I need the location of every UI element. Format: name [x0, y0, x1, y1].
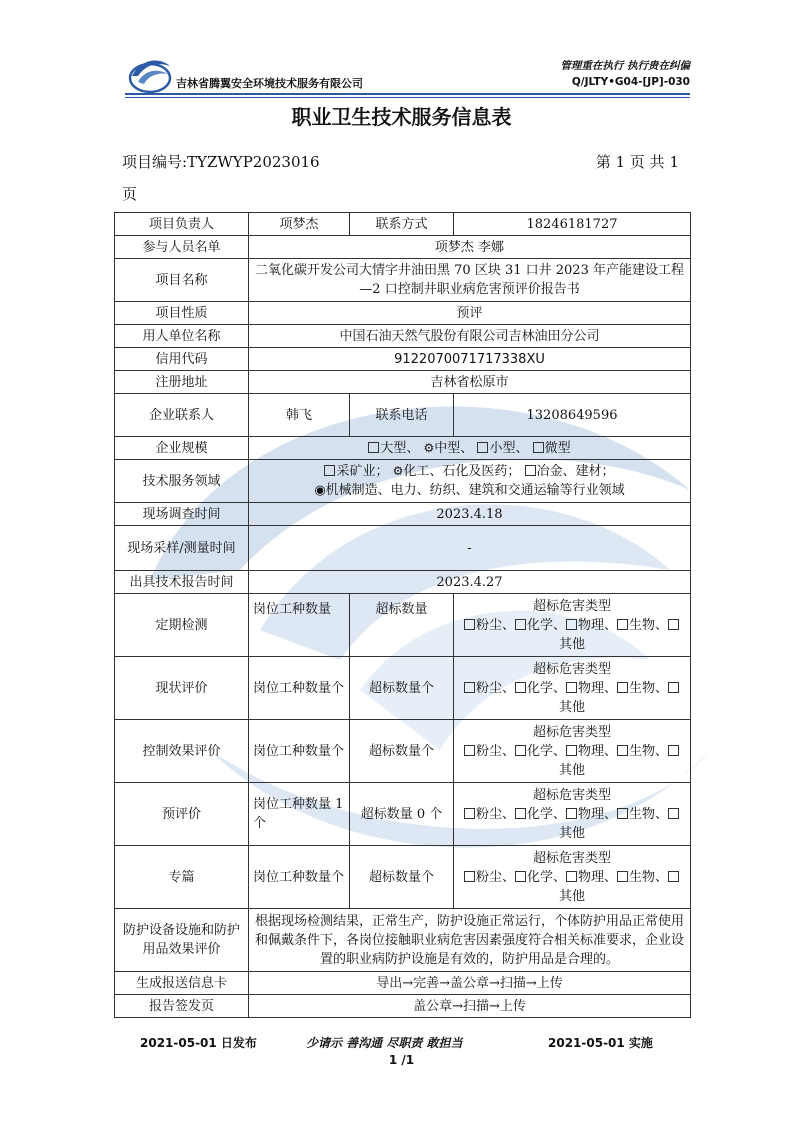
checkbox — [617, 619, 628, 630]
radio-selected-icon: ◉ — [314, 483, 326, 498]
members-label: 参与人员名单 — [115, 236, 249, 259]
hazard-chemical: 化学、 — [526, 743, 566, 759]
sampling-value: - — [249, 526, 691, 571]
phone-value: 13208649596 — [454, 394, 691, 437]
checkbox — [617, 682, 628, 693]
scale-small: 小型、 — [489, 440, 529, 456]
eval-label: 现状评价 — [115, 657, 249, 720]
hazard-other: 其他 — [558, 888, 585, 904]
eval-posts: 岗位工种数量 — [249, 594, 350, 657]
checkbox — [617, 871, 628, 882]
protection-label: 防护设备设施和防护用品效果评价 — [115, 909, 249, 972]
hazard-title: 超标危害类型 — [532, 598, 611, 614]
company-name: 吉林省腾翼安全环境技术服务有限公司 — [176, 77, 363, 90]
checkbox — [464, 808, 475, 819]
checkbox — [515, 745, 526, 756]
company-logo — [128, 54, 172, 94]
checkbox-small — [477, 442, 488, 453]
info-card-label: 生成报送信息卡 — [115, 972, 249, 995]
hazard-other: 其他 — [558, 636, 585, 652]
page-title: 职业卫生技术服务信息表 — [291, 105, 512, 129]
eval-exceed: 超标数量 — [350, 594, 454, 657]
scale-label: 企业规模 — [115, 437, 249, 460]
hazard-chemical: 化学、 — [526, 680, 566, 696]
eval-hazard — [454, 783, 691, 846]
checkbox — [668, 871, 679, 882]
checkbox — [515, 808, 526, 819]
project-number: 项目编号:TYZWYP2023016 — [122, 153, 320, 171]
checkbox — [668, 682, 679, 693]
checkbox-micro — [533, 442, 544, 453]
hazard-dust: 粉尘、 — [475, 617, 515, 633]
eval-exceed: 超标数量个 — [350, 846, 454, 909]
gear-icon: ⚙ — [392, 464, 404, 478]
sign-page-value: 盖公章→扫描→上传 — [249, 995, 691, 1018]
hazard-title: 超标危害类型 — [532, 661, 611, 677]
eval-hazard — [454, 846, 691, 909]
report-date-label: 出具技术报告时间 — [115, 571, 249, 594]
checkbox — [515, 871, 526, 882]
survey-label: 现场调查时间 — [115, 503, 249, 526]
project-name-label: 项目名称 — [115, 259, 249, 302]
field-machinery: 机械制造、电力、纺织、建筑和交通运输等行业领域 — [325, 483, 625, 498]
checkbox — [566, 682, 577, 693]
hazard-other: 其他 — [558, 825, 585, 841]
eval-hazard — [454, 594, 691, 657]
survey-value: 2023.4.18 — [249, 503, 691, 526]
hazard-dust: 粉尘、 — [475, 869, 515, 885]
eval-hazard — [454, 720, 691, 783]
hazard-title: 超标危害类型 — [532, 787, 611, 803]
eval-posts: 岗位工种数量个 — [249, 720, 350, 783]
header-divider — [125, 93, 690, 95]
checkbox — [515, 682, 526, 693]
members-value: 项梦杰 李娜 — [249, 236, 691, 259]
checkbox — [464, 871, 475, 882]
scale-micro: 微型 — [544, 440, 571, 456]
hazard-physical: 物理、 — [578, 869, 618, 885]
report-date-value: 2023.4.27 — [249, 571, 691, 594]
eval-row — [115, 783, 691, 846]
eval-posts: 岗位工种数量个 — [249, 657, 350, 720]
nature-value: 预评 — [249, 302, 691, 325]
checkbox — [668, 619, 679, 630]
leader-label: 项目负责人 — [115, 213, 249, 236]
hazard-physical: 物理、 — [578, 743, 618, 759]
address-label: 注册地址 — [115, 371, 249, 394]
publish-date: 2021-05-01 日发布 — [140, 1036, 257, 1050]
scale-options — [249, 437, 691, 460]
checkbox-mining — [324, 465, 335, 476]
hazard-biological: 生物、 — [629, 869, 669, 885]
hazard-chemical: 化学、 — [526, 617, 566, 633]
scale-large: 大型、 — [380, 440, 420, 456]
checkbox-large — [368, 442, 379, 453]
hazard-physical: 物理、 — [578, 680, 618, 696]
eval-row — [115, 594, 691, 657]
enterprise-contact-label: 企业联系人 — [115, 394, 249, 437]
eval-posts: 岗位工种数量个 — [249, 846, 350, 909]
page-info: 第 1 页 共 1 — [595, 153, 679, 171]
hazard-dust: 粉尘、 — [475, 680, 515, 696]
contact-label: 联系方式 — [350, 213, 454, 236]
address-value: 吉林省松原市 — [249, 371, 691, 394]
header-divider-thin — [125, 97, 690, 98]
project-name-value: 二氧化碳开发公司大情字井油田黑 70 区块 31 口井 2023 年产能建设工程—2 口控制井职业病危害预评价报告书 — [249, 259, 691, 302]
footer-slogan: 少请示 善沟通 尽职责 敢担当 — [306, 1036, 463, 1050]
checkbox — [617, 745, 628, 756]
contact-value: 18246181727 — [454, 213, 691, 236]
hazard-title: 超标危害类型 — [532, 850, 611, 866]
eval-label: 预评价 — [115, 783, 249, 846]
info-card-value: 导出→完善→盖公章→扫描→上传 — [249, 972, 691, 995]
gear-icon: ⚙ — [423, 440, 435, 455]
effective-date: 2021-05-01 实施 — [548, 1036, 653, 1050]
field-mining: 采矿业； — [336, 464, 389, 479]
hazard-chemical: 化学、 — [526, 806, 566, 822]
eval-exceed: 超标数量个 — [350, 720, 454, 783]
eval-row — [115, 720, 691, 783]
hazard-dust: 粉尘、 — [475, 806, 515, 822]
page-number: 1 /1 — [388, 1053, 415, 1067]
field-label: 技术服务领域 — [115, 460, 249, 503]
service-info-table — [114, 212, 691, 1018]
checkbox — [668, 808, 679, 819]
eval-row — [115, 846, 691, 909]
checkbox — [464, 745, 475, 756]
protection-value: 根据现场检测结果，正常生产，防护设施正常运行，个体防护用品正常使用和佩戴条件下，各岗位接触职业病危害因素强度符合相关标准要求，企业设置的职业病防护设施是有效的，防护用品是合理的。 — [249, 909, 691, 972]
checkbox — [566, 745, 577, 756]
checkbox — [668, 745, 679, 756]
eval-label: 定期检测 — [115, 594, 249, 657]
field-chemical: 化工、石化及医药； — [403, 464, 521, 479]
checkbox — [515, 619, 526, 630]
eval-label: 控制效果评价 — [115, 720, 249, 783]
eval-hazard — [454, 657, 691, 720]
checkbox — [566, 808, 577, 819]
hazard-chemical: 化学、 — [526, 869, 566, 885]
checkbox — [464, 682, 475, 693]
field-metallurgy: 冶金、建材； — [536, 464, 615, 479]
checkbox — [617, 808, 628, 819]
hazard-physical: 物理、 — [578, 617, 618, 633]
sampling-label: 现场采样/测量时间 — [115, 526, 249, 571]
phone-label: 联系电话 — [350, 394, 454, 437]
leader-value: 项梦杰 — [249, 213, 350, 236]
field-options — [249, 460, 691, 503]
eval-exceed: 超标数量个 — [350, 657, 454, 720]
hazard-other: 其他 — [558, 762, 585, 778]
employer-label: 用人单位名称 — [115, 325, 249, 348]
sign-page-label: 报告签发页 — [115, 995, 249, 1018]
hazard-other: 其他 — [558, 699, 585, 715]
hazard-biological: 生物、 — [629, 806, 669, 822]
hazard-title: 超标危害类型 — [532, 724, 611, 740]
hazard-biological: 生物、 — [629, 743, 669, 759]
hazard-biological: 生物、 — [629, 680, 669, 696]
eval-posts: 岗位工种数量 1 个 — [249, 783, 350, 846]
hazard-physical: 物理、 — [578, 806, 618, 822]
scale-medium: 中型、 — [434, 440, 474, 456]
eval-exceed: 超标数量 0 个 — [350, 783, 454, 846]
checkbox-metallurgy — [525, 465, 536, 476]
enterprise-contact-value: 韩飞 — [249, 394, 350, 437]
eval-label: 专篇 — [115, 846, 249, 909]
credit-code-value: 9122070071717338XU — [249, 348, 691, 371]
hazard-biological: 生物、 — [629, 617, 669, 633]
hazard-dust: 粉尘、 — [475, 743, 515, 759]
page-info-continued: 页 — [122, 185, 138, 203]
checkbox — [464, 619, 475, 630]
checkbox — [566, 871, 577, 882]
company-motto: 管理重在执行 执行贵在纠偏 — [560, 60, 690, 72]
credit-code-label: 信用代码 — [115, 348, 249, 371]
nature-label: 项目性质 — [115, 302, 249, 325]
checkbox — [566, 619, 577, 630]
eval-row — [115, 657, 691, 720]
employer-value: 中国石油天然气股份有限公司吉林油田分公司 — [249, 325, 691, 348]
document-number: Q/JLTY•G04-[JP]-030 — [571, 76, 690, 88]
